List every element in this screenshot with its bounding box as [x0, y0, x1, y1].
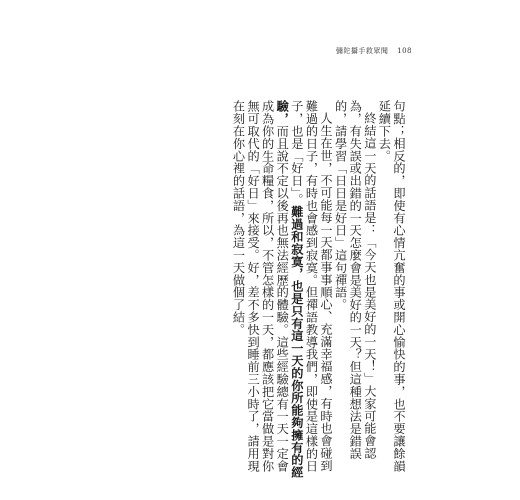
header-title: 彌陀攝手救眾聞	[335, 47, 389, 55]
paragraph-2: 終結這一天的話語是：「今天也是美好的一天！」大家可能會認為，有失誤或出錯的一天怎麼會是美好的一天？但這種想法是錯誤的，請學習「日日是好日」這句禪語。	[333, 100, 377, 460]
body-text	[106, 100, 406, 480]
paragraph-3-text: 人生在世，不可能每一天都事事順心、充滿幸福感，有時也會碰到難過的日子，有時也會感到寂寞。但禪語教導我們，即使是這樣的日子，也是「好日」。	[289, 100, 334, 472]
paragraph-1: 句點；相反的，即使有心情亢奮的事或開心愉快的事，也不要讓餘韻延續下去。	[377, 100, 406, 472]
page-number: 108	[397, 47, 412, 55]
paragraph-3-continuation: 而且說不定以後再也無法經歷的體驗。這些經驗總有一天一定會成為你的生命糧食，所以，不管怎樣的一天，都應該把它當做是對你無可取代的「好日」來接受。好，差不多快到睡前三小時了，請用現在刻在你心裡的話語，為這一天做個了結。	[231, 100, 290, 473]
bold-emphasis: 難過和寂寞，也是只有這一天的你所能夠擁有的經驗，	[275, 100, 304, 479]
running-header	[336, 46, 412, 56]
paragraph-3	[231, 100, 333, 480]
